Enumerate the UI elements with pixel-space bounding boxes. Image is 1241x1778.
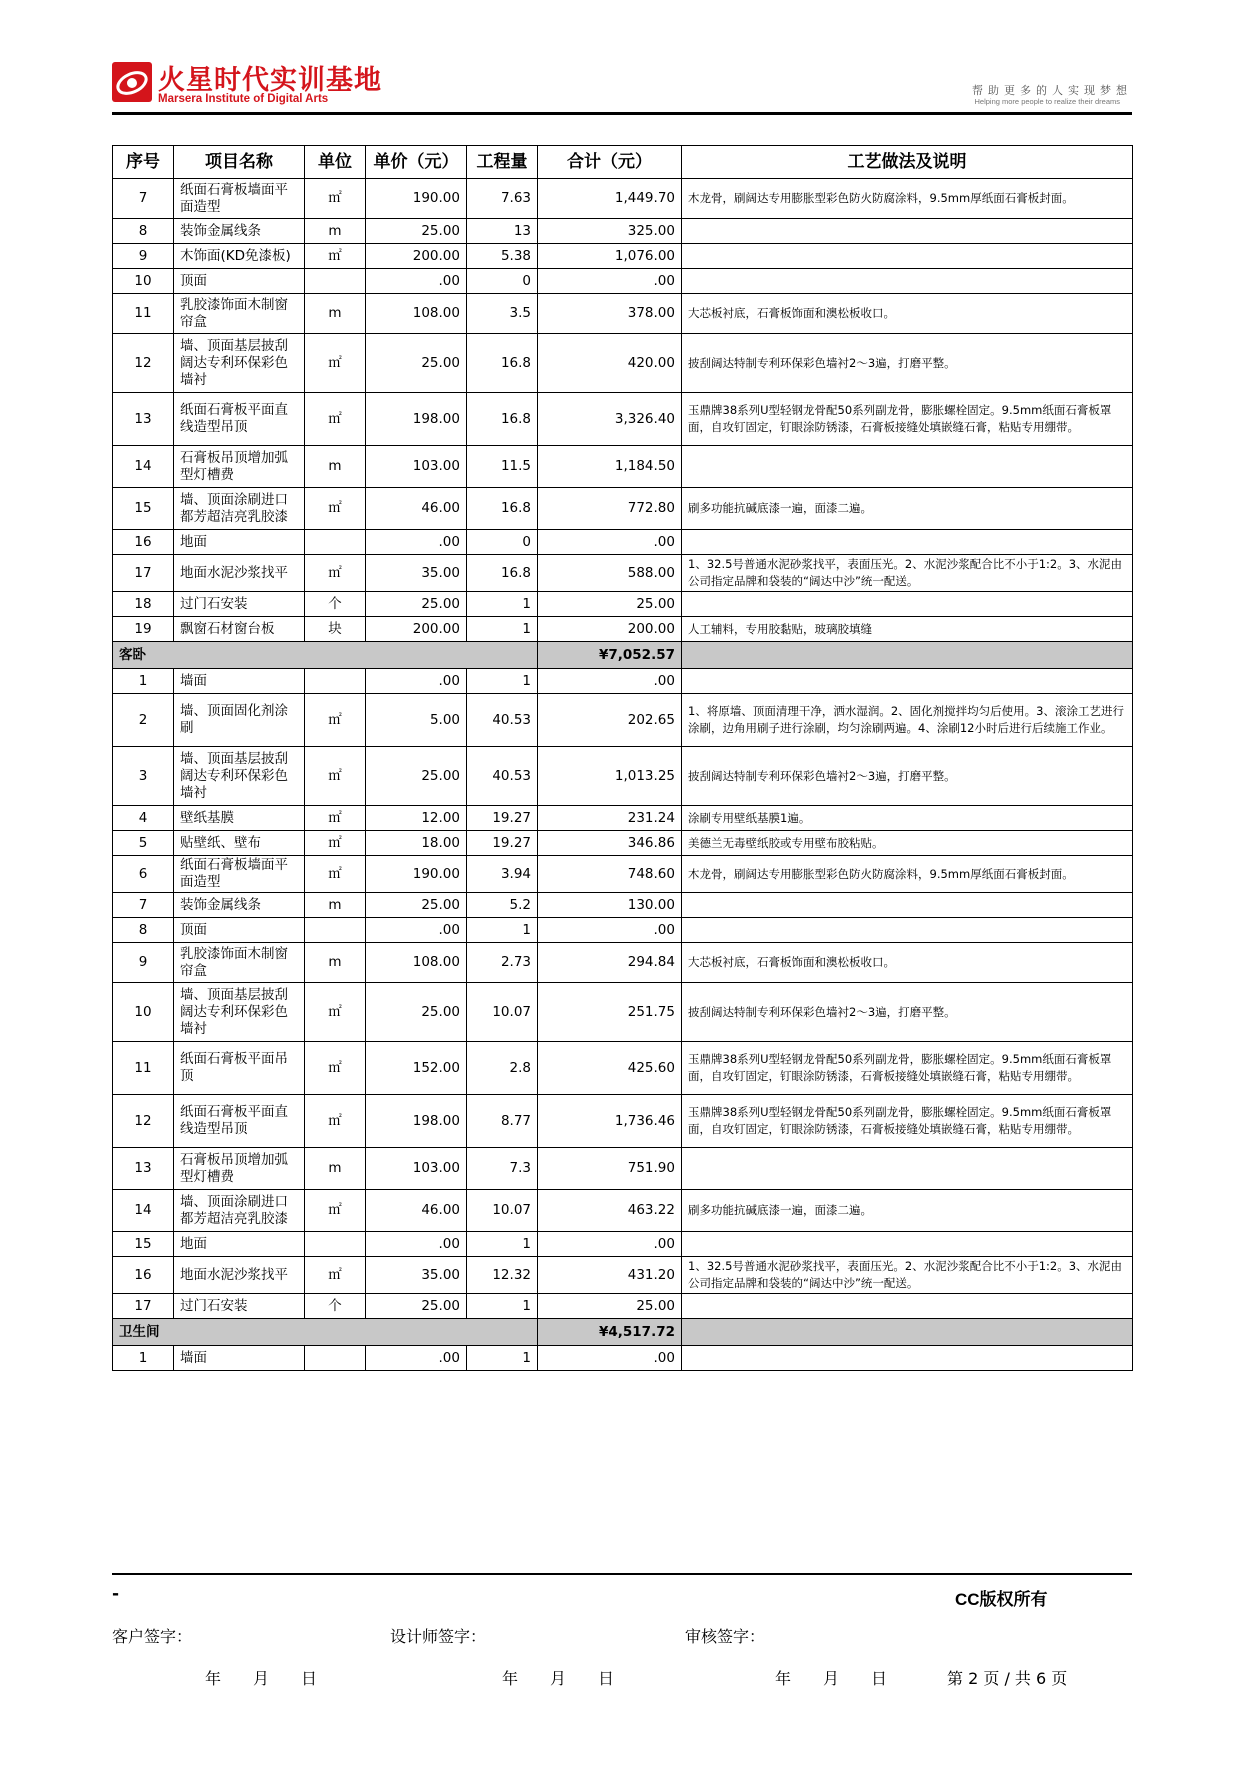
item-no: 18	[113, 592, 174, 617]
item-no: 19	[113, 617, 174, 642]
item-price: 35.00	[366, 1257, 467, 1294]
item-no: 9	[113, 943, 174, 983]
item-no: 17	[113, 555, 174, 592]
item-note	[682, 669, 1133, 694]
item-unit: ㎡	[305, 856, 366, 893]
item-note: 大芯板衬底，石膏板饰面和澳松板收口。	[682, 294, 1133, 334]
item-name: 纸面石膏板平面吊顶	[174, 1042, 305, 1095]
table-row	[113, 1095, 1133, 1148]
item-note	[682, 1232, 1133, 1257]
item-qty: 16.8	[467, 555, 538, 592]
item-no: 7	[113, 179, 174, 219]
item-qty: 40.53	[467, 694, 538, 747]
copyright-text: CC版权所有	[955, 1590, 1048, 1609]
item-price: .00	[366, 269, 467, 294]
item-note	[682, 219, 1133, 244]
item-price: 152.00	[366, 1042, 467, 1095]
item-total: 588.00	[538, 555, 682, 592]
item-total: 1,449.70	[538, 179, 682, 219]
item-note: 1、将原墙、顶面清理干净，洒水湿润。2、固化剂搅拌均匀后使用。3、滚涂工艺进行涂刷，边角用刷子进行涂刷，均匀涂刷两遍。4、涂刷12小时后进行后续施工作业。	[682, 694, 1133, 747]
table-row	[113, 244, 1133, 269]
item-note	[682, 530, 1133, 555]
item-total: 748.60	[538, 856, 682, 893]
item-qty: 40.53	[467, 747, 538, 806]
marsera-logo-icon	[112, 62, 152, 102]
item-note: 刷多功能抗碱底漆一遍，面漆二遍。	[682, 1190, 1133, 1232]
item-name: 墙面	[174, 669, 305, 694]
table-row	[113, 530, 1133, 555]
item-qty: 5.2	[467, 893, 538, 918]
quotation-table	[112, 145, 1133, 1371]
item-name: 石膏板吊顶增加弧型灯槽费	[174, 446, 305, 488]
section-name: 客卧	[113, 642, 538, 669]
table-body	[113, 179, 1133, 1371]
table-row	[113, 1257, 1133, 1294]
item-price: 25.00	[366, 983, 467, 1042]
item-unit: ㎡	[305, 244, 366, 269]
col-header-note: 工艺做法及说明	[682, 146, 1133, 179]
item-name: 过门石安装	[174, 1294, 305, 1319]
item-unit: 个	[305, 1294, 366, 1319]
item-total: .00	[538, 269, 682, 294]
item-qty: 16.8	[467, 334, 538, 393]
table-row	[113, 393, 1133, 446]
item-price: 190.00	[366, 179, 467, 219]
item-total: 772.80	[538, 488, 682, 530]
col-header-total: 合计（元）	[538, 146, 682, 179]
item-note: 刷多功能抗碱底漆一遍，面漆二遍。	[682, 488, 1133, 530]
item-total: .00	[538, 530, 682, 555]
item-qty: 7.63	[467, 179, 538, 219]
item-qty: 16.8	[467, 488, 538, 530]
customer-date: 年 月 日	[205, 1669, 318, 1688]
table-row	[113, 617, 1133, 642]
section-note	[682, 1319, 1133, 1346]
item-total: 425.60	[538, 1042, 682, 1095]
item-unit: ㎡	[305, 1257, 366, 1294]
item-price: 18.00	[366, 831, 467, 856]
brand-name-cn: 火星时代实训基地	[158, 65, 382, 96]
item-no: 11	[113, 1042, 174, 1095]
slogan-en: Helping more people to realize their dreams	[974, 97, 1120, 106]
table-row	[113, 269, 1133, 294]
item-price: 103.00	[366, 1148, 467, 1190]
item-name: 墙、顶面基层披刮阔达专利环保彩色墙衬	[174, 983, 305, 1042]
item-no: 3	[113, 747, 174, 806]
review-date: 年 月 日	[775, 1669, 888, 1688]
table-row	[113, 1042, 1133, 1095]
item-name: 乳胶漆饰面木制窗帘盒	[174, 943, 305, 983]
item-unit	[305, 918, 366, 943]
item-name: 顶面	[174, 918, 305, 943]
item-price: 190.00	[366, 856, 467, 893]
table-row	[113, 488, 1133, 530]
item-price: .00	[366, 669, 467, 694]
item-total: 3,326.40	[538, 393, 682, 446]
item-name: 乳胶漆饰面木制窗帘盒	[174, 294, 305, 334]
table-row	[113, 334, 1133, 393]
item-name: 装饰金属线条	[174, 893, 305, 918]
item-unit: ㎡	[305, 179, 366, 219]
table-row	[113, 893, 1133, 918]
item-price: 198.00	[366, 393, 467, 446]
item-qty: 1	[467, 1346, 538, 1371]
item-qty: 0	[467, 530, 538, 555]
item-unit: m	[305, 893, 366, 918]
item-unit	[305, 269, 366, 294]
item-name: 顶面	[174, 269, 305, 294]
col-header-no: 序号	[113, 146, 174, 179]
review-signature-label: 审核签字：	[685, 1627, 766, 1646]
designer-date: 年 月 日	[502, 1669, 615, 1688]
item-no: 12	[113, 334, 174, 393]
section-subtotal-row	[113, 1319, 1133, 1346]
item-no: 14	[113, 1190, 174, 1232]
item-qty: 1	[467, 592, 538, 617]
footer-divider	[112, 1573, 1132, 1575]
item-price: 108.00	[366, 294, 467, 334]
item-qty: 12.32	[467, 1257, 538, 1294]
item-total: 325.00	[538, 219, 682, 244]
col-header-unit: 单位	[305, 146, 366, 179]
page-number: 第 2 页 / 共 6 页	[947, 1669, 1068, 1688]
slogan-cn: 帮助更多的人实现梦想	[972, 84, 1132, 97]
item-no: 10	[113, 269, 174, 294]
item-name: 装饰金属线条	[174, 219, 305, 244]
item-name: 墙、顶面涂刷进口都芳超洁亮乳胶漆	[174, 488, 305, 530]
item-note: 披刮阔达特制专利环保彩色墙衬2～3遍，打磨平整。	[682, 334, 1133, 393]
item-unit: ㎡	[305, 555, 366, 592]
item-note: 涂刷专用壁纸基膜1遍。	[682, 806, 1133, 831]
item-total: 25.00	[538, 592, 682, 617]
item-note: 1、32.5号普通水泥砂浆找平，表面压光。2、水泥沙浆配合比不小于1:2。3、水泥由公司指定品牌和袋装的“阔达中沙”统一配送。	[682, 555, 1133, 592]
item-total: .00	[538, 918, 682, 943]
item-qty: 10.07	[467, 983, 538, 1042]
item-no: 8	[113, 219, 174, 244]
item-price: 12.00	[366, 806, 467, 831]
item-unit	[305, 669, 366, 694]
item-no: 13	[113, 1148, 174, 1190]
table-header-row	[113, 146, 1133, 179]
item-price: 46.00	[366, 488, 467, 530]
item-unit: ㎡	[305, 831, 366, 856]
item-no: 2	[113, 694, 174, 747]
item-note: 玉鼎牌38系列U型轻钢龙骨配50系列副龙骨，膨胀螺栓固定。9.5mm纸面石膏板罩面，自攻钉固定，钉眼涂防锈漆，石膏板接缝处填嵌缝石膏，粘贴专用绷带。	[682, 393, 1133, 446]
item-price: 200.00	[366, 617, 467, 642]
table-row	[113, 1148, 1133, 1190]
item-price: 35.00	[366, 555, 467, 592]
table-row	[113, 694, 1133, 747]
item-total: 751.90	[538, 1148, 682, 1190]
table-row	[113, 1190, 1133, 1232]
item-no: 11	[113, 294, 174, 334]
item-unit: 个	[305, 592, 366, 617]
item-unit: m	[305, 1148, 366, 1190]
item-name: 纸面石膏板墙面平面造型	[174, 179, 305, 219]
item-name: 纸面石膏板墙面平面造型	[174, 856, 305, 893]
item-total: 200.00	[538, 617, 682, 642]
item-total: 251.75	[538, 983, 682, 1042]
item-total: 463.22	[538, 1190, 682, 1232]
item-qty: 1	[467, 1294, 538, 1319]
item-no: 4	[113, 806, 174, 831]
item-name: 地面水泥沙浆找平	[174, 555, 305, 592]
item-price: .00	[366, 1346, 467, 1371]
item-total: 1,736.46	[538, 1095, 682, 1148]
item-unit	[305, 530, 366, 555]
item-price: .00	[366, 918, 467, 943]
item-price: 25.00	[366, 747, 467, 806]
item-note	[682, 269, 1133, 294]
item-total: 346.86	[538, 831, 682, 856]
item-no: 1	[113, 1346, 174, 1371]
item-note	[682, 1294, 1133, 1319]
section-subtotal-row	[113, 642, 1133, 669]
item-name: 木饰面(KD免漆板)	[174, 244, 305, 269]
item-unit: ㎡	[305, 747, 366, 806]
item-note: 披刮阔达特制专利环保彩色墙衬2～3遍，打磨平整。	[682, 983, 1133, 1042]
item-price: 200.00	[366, 244, 467, 269]
item-qty: 3.94	[467, 856, 538, 893]
item-price: .00	[366, 1232, 467, 1257]
item-unit: ㎡	[305, 334, 366, 393]
item-no: 17	[113, 1294, 174, 1319]
item-qty: 2.73	[467, 943, 538, 983]
item-name: 贴壁纸、壁布	[174, 831, 305, 856]
item-price: 25.00	[366, 592, 467, 617]
item-total: 294.84	[538, 943, 682, 983]
item-unit	[305, 1346, 366, 1371]
item-no: 9	[113, 244, 174, 269]
item-note: 美德兰无毒壁纸胶或专用壁布胶粘贴。	[682, 831, 1133, 856]
table-row	[113, 1346, 1133, 1371]
table-row	[113, 943, 1133, 983]
item-total: 1,013.25	[538, 747, 682, 806]
table-row	[113, 219, 1133, 244]
item-note: 人工辅料，专用胶黏贴，玻璃胶填缝	[682, 617, 1133, 642]
item-unit: 块	[305, 617, 366, 642]
item-no: 15	[113, 1232, 174, 1257]
item-unit: m	[305, 219, 366, 244]
item-qty: 10.07	[467, 1190, 538, 1232]
col-header-qty: 工程量	[467, 146, 538, 179]
section-note	[682, 642, 1133, 669]
item-note: 大芯板衬底，石膏板饰面和澳松板收口。	[682, 943, 1133, 983]
item-unit: ㎡	[305, 983, 366, 1042]
section-name: 卫生间	[113, 1319, 538, 1346]
item-name: 地面	[174, 530, 305, 555]
item-unit	[305, 1232, 366, 1257]
table-row	[113, 747, 1133, 806]
brand-name-en: Marsera Institute of Digital Arts	[158, 93, 329, 105]
item-no: 1	[113, 669, 174, 694]
item-name: 墙、顶面涂刷进口都芳超洁亮乳胶漆	[174, 1190, 305, 1232]
item-qty: 2.8	[467, 1042, 538, 1095]
item-name: 石膏板吊顶增加弧型灯槽费	[174, 1148, 305, 1190]
item-price: 25.00	[366, 219, 467, 244]
item-total: 231.24	[538, 806, 682, 831]
item-qty: 11.5	[467, 446, 538, 488]
item-qty: 8.77	[467, 1095, 538, 1148]
item-total: 25.00	[538, 1294, 682, 1319]
item-note: 披刮阔达特制专利环保彩色墙衬2～3遍，打磨平整。	[682, 747, 1133, 806]
item-note: 玉鼎牌38系列U型轻钢龙骨配50系列副龙骨，膨胀螺栓固定。9.5mm纸面石膏板罩面，自攻钉固定，钉眼涂防锈漆，石膏板接缝处填嵌缝石膏，粘贴专用绷带。	[682, 1042, 1133, 1095]
item-note: 木龙骨，刷阔达专用膨胀型彩色防火防腐涂料，9.5mm厚纸面石膏板封面。	[682, 179, 1133, 219]
item-note: 木龙骨，刷阔达专用膨胀型彩色防火防腐涂料，9.5mm厚纸面石膏板封面。	[682, 856, 1133, 893]
item-unit: ㎡	[305, 806, 366, 831]
item-qty: 16.8	[467, 393, 538, 446]
item-qty: 0	[467, 269, 538, 294]
item-total: 202.65	[538, 694, 682, 747]
table-row	[113, 179, 1133, 219]
footer-dash: -	[112, 1584, 120, 1604]
item-name: 地面	[174, 1232, 305, 1257]
item-qty: 3.5	[467, 294, 538, 334]
item-total: 378.00	[538, 294, 682, 334]
item-note	[682, 244, 1133, 269]
item-price: .00	[366, 530, 467, 555]
item-total: 1,076.00	[538, 244, 682, 269]
item-price: 46.00	[366, 1190, 467, 1232]
item-qty: 19.27	[467, 806, 538, 831]
item-unit: m	[305, 446, 366, 488]
item-qty: 19.27	[467, 831, 538, 856]
section-total: ¥4,517.72	[538, 1319, 682, 1346]
item-total: .00	[538, 669, 682, 694]
item-qty: 1	[467, 669, 538, 694]
customer-signature-label: 客户签字：	[112, 1627, 193, 1646]
item-unit: ㎡	[305, 694, 366, 747]
item-no: 15	[113, 488, 174, 530]
item-note	[682, 918, 1133, 943]
item-total: .00	[538, 1232, 682, 1257]
item-qty: 7.3	[467, 1148, 538, 1190]
col-header-price: 单价（元）	[366, 146, 467, 179]
item-note	[682, 1346, 1133, 1371]
item-name: 墙、顶面基层披刮阔达专利环保彩色墙衬	[174, 334, 305, 393]
item-total: 1,184.50	[538, 446, 682, 488]
item-qty: 1	[467, 617, 538, 642]
item-qty: 1	[467, 918, 538, 943]
header-divider	[112, 112, 1132, 115]
item-unit: ㎡	[305, 1190, 366, 1232]
table-row	[113, 294, 1133, 334]
item-total: 130.00	[538, 893, 682, 918]
table-row	[113, 806, 1133, 831]
item-note	[682, 1148, 1133, 1190]
table-row	[113, 856, 1133, 893]
item-qty: 1	[467, 1232, 538, 1257]
item-name: 墙面	[174, 1346, 305, 1371]
document-header	[112, 58, 1132, 114]
item-name: 飘窗石材窗台板	[174, 617, 305, 642]
item-unit: ㎡	[305, 1095, 366, 1148]
item-no: 16	[113, 530, 174, 555]
item-price: 198.00	[366, 1095, 467, 1148]
item-price: 25.00	[366, 334, 467, 393]
item-unit: m	[305, 294, 366, 334]
item-unit: ㎡	[305, 393, 366, 446]
item-no: 8	[113, 918, 174, 943]
item-no: 5	[113, 831, 174, 856]
item-note	[682, 446, 1133, 488]
item-total: 431.20	[538, 1257, 682, 1294]
item-name: 纸面石膏板平面直线造型吊顶	[174, 1095, 305, 1148]
table-row	[113, 592, 1133, 617]
item-no: 14	[113, 446, 174, 488]
table-row	[113, 918, 1133, 943]
table-row	[113, 669, 1133, 694]
item-price: 25.00	[366, 1294, 467, 1319]
item-note: 玉鼎牌38系列U型轻钢龙骨配50系列副龙骨，膨胀螺栓固定。9.5mm纸面石膏板罩面，自攻钉固定，钉眼涂防锈漆，石膏板接缝处填嵌缝石膏，粘贴专用绷带。	[682, 1095, 1133, 1148]
item-name: 墙、顶面固化剂涂刷	[174, 694, 305, 747]
item-no: 16	[113, 1257, 174, 1294]
designer-signature-label: 设计师签字：	[390, 1627, 487, 1646]
table-row	[113, 446, 1133, 488]
item-no: 12	[113, 1095, 174, 1148]
item-note: 1、32.5号普通水泥砂浆找平，表面压光。2、水泥沙浆配合比不小于1:2。3、水泥由公司指定品牌和袋装的“阔达中沙”统一配送。	[682, 1257, 1133, 1294]
item-unit: m	[305, 943, 366, 983]
section-total: ¥7,052.57	[538, 642, 682, 669]
item-price: 108.00	[366, 943, 467, 983]
item-name: 过门石安装	[174, 592, 305, 617]
col-header-name: 项目名称	[174, 146, 305, 179]
item-price: 103.00	[366, 446, 467, 488]
item-no: 10	[113, 983, 174, 1042]
table-row	[113, 555, 1133, 592]
item-note	[682, 893, 1133, 918]
item-name: 壁纸基膜	[174, 806, 305, 831]
item-no: 6	[113, 856, 174, 893]
item-price: 25.00	[366, 893, 467, 918]
item-unit: ㎡	[305, 1042, 366, 1095]
table-row	[113, 983, 1133, 1042]
item-total: .00	[538, 1346, 682, 1371]
item-no: 7	[113, 893, 174, 918]
item-note	[682, 592, 1133, 617]
item-name: 墙、顶面基层披刮阔达专利环保彩色墙衬	[174, 747, 305, 806]
item-total: 420.00	[538, 334, 682, 393]
item-price: 5.00	[366, 694, 467, 747]
item-qty: 5.38	[467, 244, 538, 269]
table-row	[113, 1294, 1133, 1319]
item-name: 地面水泥沙浆找平	[174, 1257, 305, 1294]
item-unit: ㎡	[305, 488, 366, 530]
item-qty: 13	[467, 219, 538, 244]
table-row	[113, 831, 1133, 856]
item-name: 纸面石膏板平面直线造型吊顶	[174, 393, 305, 446]
table-row	[113, 1232, 1133, 1257]
item-no: 13	[113, 393, 174, 446]
